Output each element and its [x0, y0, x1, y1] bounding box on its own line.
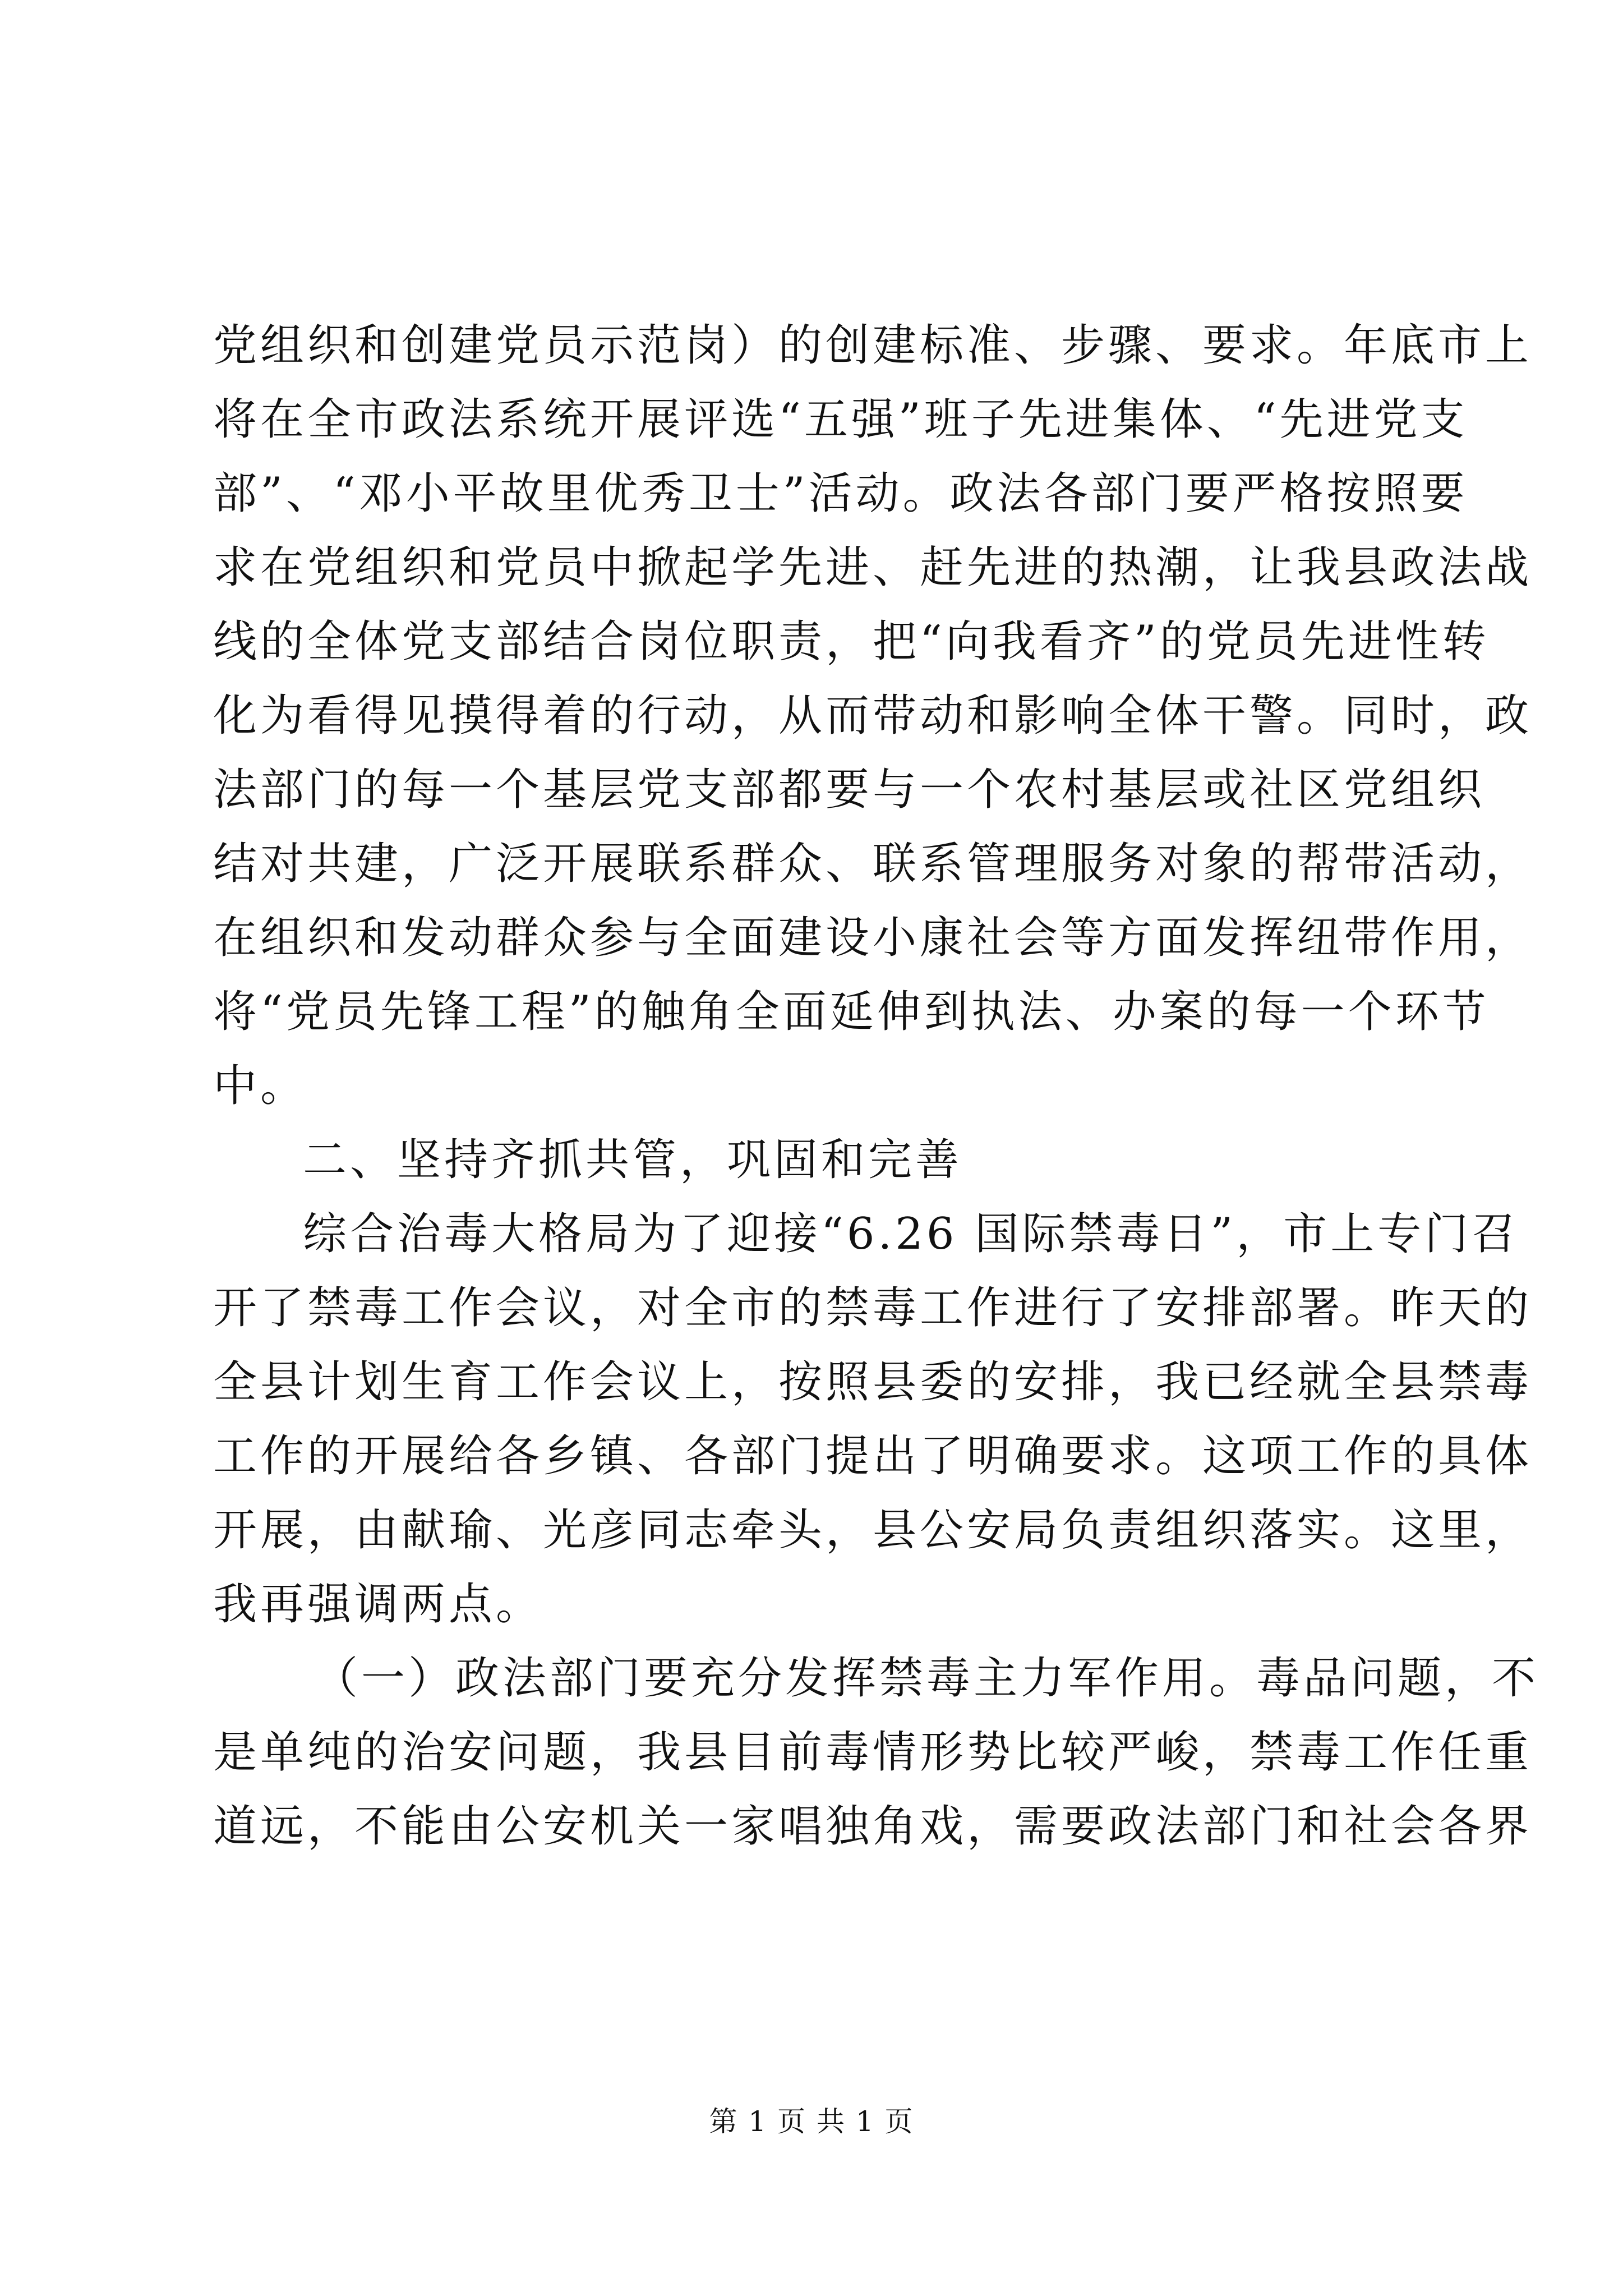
- text-line: 将在全市政法系统开展评选“五强”班子先进集体、“先进党支: [213, 394, 1468, 445]
- text-line: 在组织和发动群众参与全面建设小康社会等方面发挥纽带作用，: [213, 913, 1533, 963]
- text-line: 线的全体党支部结合岗位职责，把“向我看齐”的党员先进性转: [213, 616, 1490, 667]
- text-line: 道远，不能由公安机关一家唱独角戏，需要政法部门和社会各界: [213, 1801, 1533, 1852]
- text-line: 化为看得见摸得着的行动，从而带动和影响全体干警。同时，政: [213, 691, 1533, 741]
- text-line: 结对共建，广泛开展联系群众、联系管理服务对象的帮带活动，: [213, 839, 1533, 889]
- page-number-footer: 第 1 页 共 1 页: [709, 2105, 914, 2138]
- text-line: 法部门的每一个基层党支部都要与一个农村基层或社区党组织: [213, 765, 1486, 815]
- text-line: 求在党组织和党员中掀起学先进、赶先进的热潮，让我县政法战: [213, 542, 1533, 593]
- paragraph-first-line: 综合治毒大格局为了迎接“6.26 国际禁毒日”，市上专门召: [303, 1209, 1519, 1259]
- text-line: 是单纯的治安问题，我县目前毒情形势比较严峻，禁毒工作任重: [213, 1727, 1533, 1778]
- paragraph-first-line: （一）政法部门要充分发挥禁毒主力军作用。毒品问题，不: [314, 1653, 1539, 1704]
- text-line: 部”、“邓小平故里优秀卫士”活动。政法各部门要严格按照要: [213, 468, 1468, 519]
- text-line: 开了禁毒工作会议，对全市的禁毒工作进行了安排部署。昨天的: [213, 1283, 1533, 1333]
- text-line: 将“党员先锋工程”的触角全面延伸到执法、办案的每一个环节: [213, 987, 1490, 1037]
- text-line: 中。: [213, 1061, 308, 1111]
- section-heading: 二、坚持齐抓共管，巩固和完善: [303, 1135, 963, 1185]
- text-line: 我再强调两点。: [213, 1579, 543, 1630]
- text-line: 工作的开展给各乡镇、各部门提出了明确要求。这项工作的具体: [213, 1431, 1533, 1481]
- text-line: 党组织和创建党员示范岗）的创建标准、步骤、要求。年底市上: [213, 320, 1533, 371]
- text-line: 开展，由献瑜、光彦同志牵头，县公安局负责组织落实。这里，: [213, 1505, 1533, 1556]
- text-line: 全县计划生育工作会议上，按照县委的安排，我已经就全县禁毒: [213, 1357, 1533, 1407]
